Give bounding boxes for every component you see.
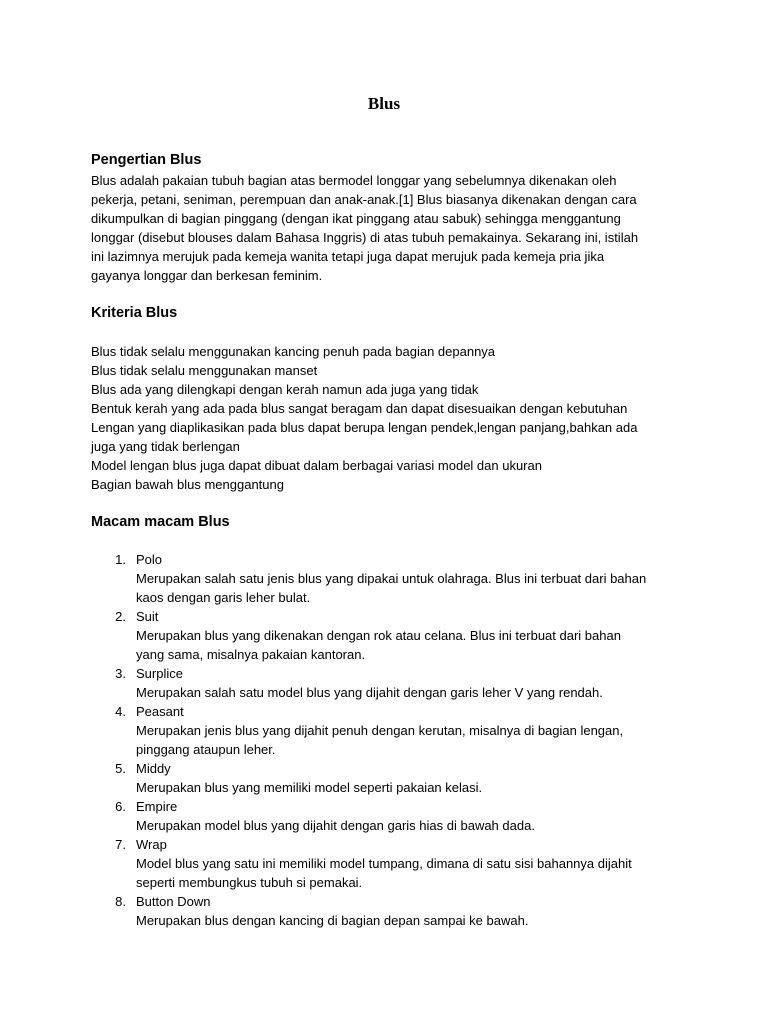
item-name: Empire [136, 799, 178, 814]
paragraph-pengertian [91, 171, 691, 285]
heading-pengertian: Pengertian Blus [91, 152, 202, 168]
criteria-line: Blus tidak selalu menggunakan kancing penuh pada bagian depannya [91, 344, 496, 359]
item-name: Polo [136, 552, 163, 567]
item-name: Middy [136, 761, 171, 776]
heading-kriteria: Kriteria Blus [91, 305, 178, 321]
list-number: 8. [115, 894, 126, 909]
item-description: Merupakan salah satu model blus yang dijahit dengan garis leher V yang rendah. [136, 685, 603, 700]
text-line: ini lazimnya merujuk pada kemeja wanita tetapi juga dapat merujuk pada kemeja pria jika [91, 249, 605, 264]
item-description: Merupakan model blus yang dijahit dengan garis hias di bawah dada. [136, 818, 535, 833]
item-name: Peasant [136, 704, 184, 719]
item-description: pinggang ataupun leher. [136, 742, 276, 757]
item-description: seperti membungkus tubuh si pemakai. [136, 875, 363, 890]
text-line: Blus adalah pakaian tubuh bagian atas bermodel longgar yang sebelumnya dikenakan oleh [91, 173, 617, 188]
item-description: Merupakan blus yang dikenakan dengan rok atau celana. Blus ini terbuat dari bahan [136, 628, 621, 643]
item-name: Wrap [136, 837, 167, 852]
list-number: 1. [115, 552, 126, 567]
document-title: Blus [367, 94, 401, 113]
list-number: 5. [115, 761, 126, 776]
item-description: Model blus yang satu ini memiliki model tumpang, dimana di satu sisi bahannya dijahit [136, 856, 632, 871]
list-number: 3. [115, 666, 126, 681]
item-name: Button Down [136, 894, 211, 909]
heading-macam: Macam macam Blus [91, 514, 230, 530]
criteria-line: Lengan yang diaplikasikan pada blus dapat berupa lengan pendek,lengan panjang,bahkan ada [91, 420, 638, 435]
criteria-line: Model lengan blus juga dapat dibuat dalam berbagai variasi model dan ukuran [91, 458, 542, 473]
list-kriteria [91, 342, 691, 494]
criteria-line: Bagian bawah blus menggantung [91, 477, 284, 492]
item-description: Merupakan jenis blus yang dijahit penuh dengan kerutan, misalnya di bagian lengan, [136, 723, 624, 738]
criteria-line: juga yang tidak berlengan [91, 439, 240, 454]
criteria-line: Blus ada yang dilengkapi dengan kerah namun ada juga yang tidak [91, 382, 479, 397]
item-description: Merupakan blus dengan kancing di bagian depan sampai ke bawah. [136, 913, 529, 928]
criteria-line: Bentuk kerah yang ada pada blus sangat beragam dan dapat disesuaikan dengan kebutuhan [91, 401, 628, 416]
text-line: dikumpulkan di bagian pinggang (dengan ikat pinggang atau sabuk) sehingga menggantung [91, 211, 621, 226]
item-description: kaos dengan garis leher bulat. [136, 590, 311, 605]
text-line: gayanya longgar dan berkesan feminim. [91, 268, 323, 283]
item-description: yang sama, misalnya pakaian kantoran. [136, 647, 366, 662]
item-name: Suit [136, 609, 159, 624]
criteria-line: Blus tidak selalu menggunakan manset [91, 363, 318, 378]
list-number: 6. [115, 799, 126, 814]
item-description: Merupakan blus yang memiliki model seperti pakaian kelasi. [136, 780, 483, 795]
item-description: Merupakan salah satu jenis blus yang dipakai untuk olahraga. Blus ini terbuat dari bahan [136, 571, 647, 586]
item-name: Surplice [136, 666, 183, 681]
list-number: 2. [115, 609, 126, 624]
text-line: longgar (disebut blouses dalam Bahasa Inggris) di atas tubuh pemakainya. Sekarang ini, istilah [91, 230, 639, 245]
list-number: 4. [115, 704, 126, 719]
text-line: pekerja, petani, seniman, perempuan dan anak-anak.[1] Blus biasanya dikenakan dengan cara [91, 192, 637, 207]
list-number: 7. [115, 837, 126, 852]
